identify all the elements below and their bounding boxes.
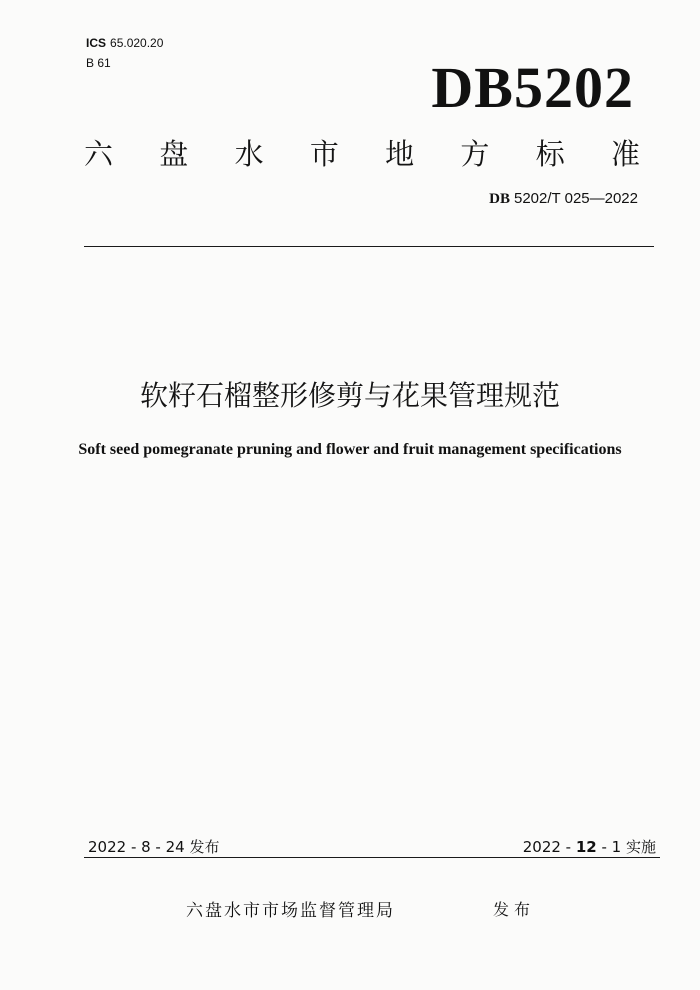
publisher-name: 六盘水市市场监督管理局 (186, 901, 395, 921)
standard-type (84, 134, 640, 174)
ics-classification (86, 36, 163, 50)
footer-divider (84, 857, 660, 858)
standard-code-number: 5202/T 025—2022 (514, 190, 638, 207)
publish-label: 发布 (493, 900, 536, 919)
header-divider (84, 246, 654, 247)
standard-mark: DB5202 (431, 55, 634, 120)
standard-type-char: 六 (84, 137, 114, 171)
standard-type-char: 水 (234, 137, 264, 171)
title-english: Soft seed pomegranate pruning and flower and fruit management specifications (78, 441, 622, 458)
standard-type-char: 地 (385, 137, 415, 171)
standard-type-char: 市 (309, 137, 339, 171)
implementation-date (523, 838, 656, 856)
standard-code-prefix: DB (489, 191, 510, 207)
implementation-month: 12 (575, 838, 597, 856)
standard-type-char: 标 (535, 137, 565, 171)
ics-label: ICS (86, 36, 107, 50)
ccs-classification: B 61 (86, 56, 111, 70)
standard-code (489, 190, 638, 208)
implementation-year: 2022 - (522, 838, 576, 856)
title-chinese: 软籽石榴整形修剪与花果管理规范 (139, 379, 560, 412)
implementation-rest: - 1 实施 (596, 838, 656, 856)
standard-type-char: 盘 (159, 137, 189, 171)
standard-type-char: 方 (460, 137, 490, 171)
issue-date: 2022 - 8 - 24 发布 (88, 838, 220, 856)
standard-type-char: 准 (610, 137, 640, 171)
ics-code: 65.020.20 (110, 36, 164, 50)
